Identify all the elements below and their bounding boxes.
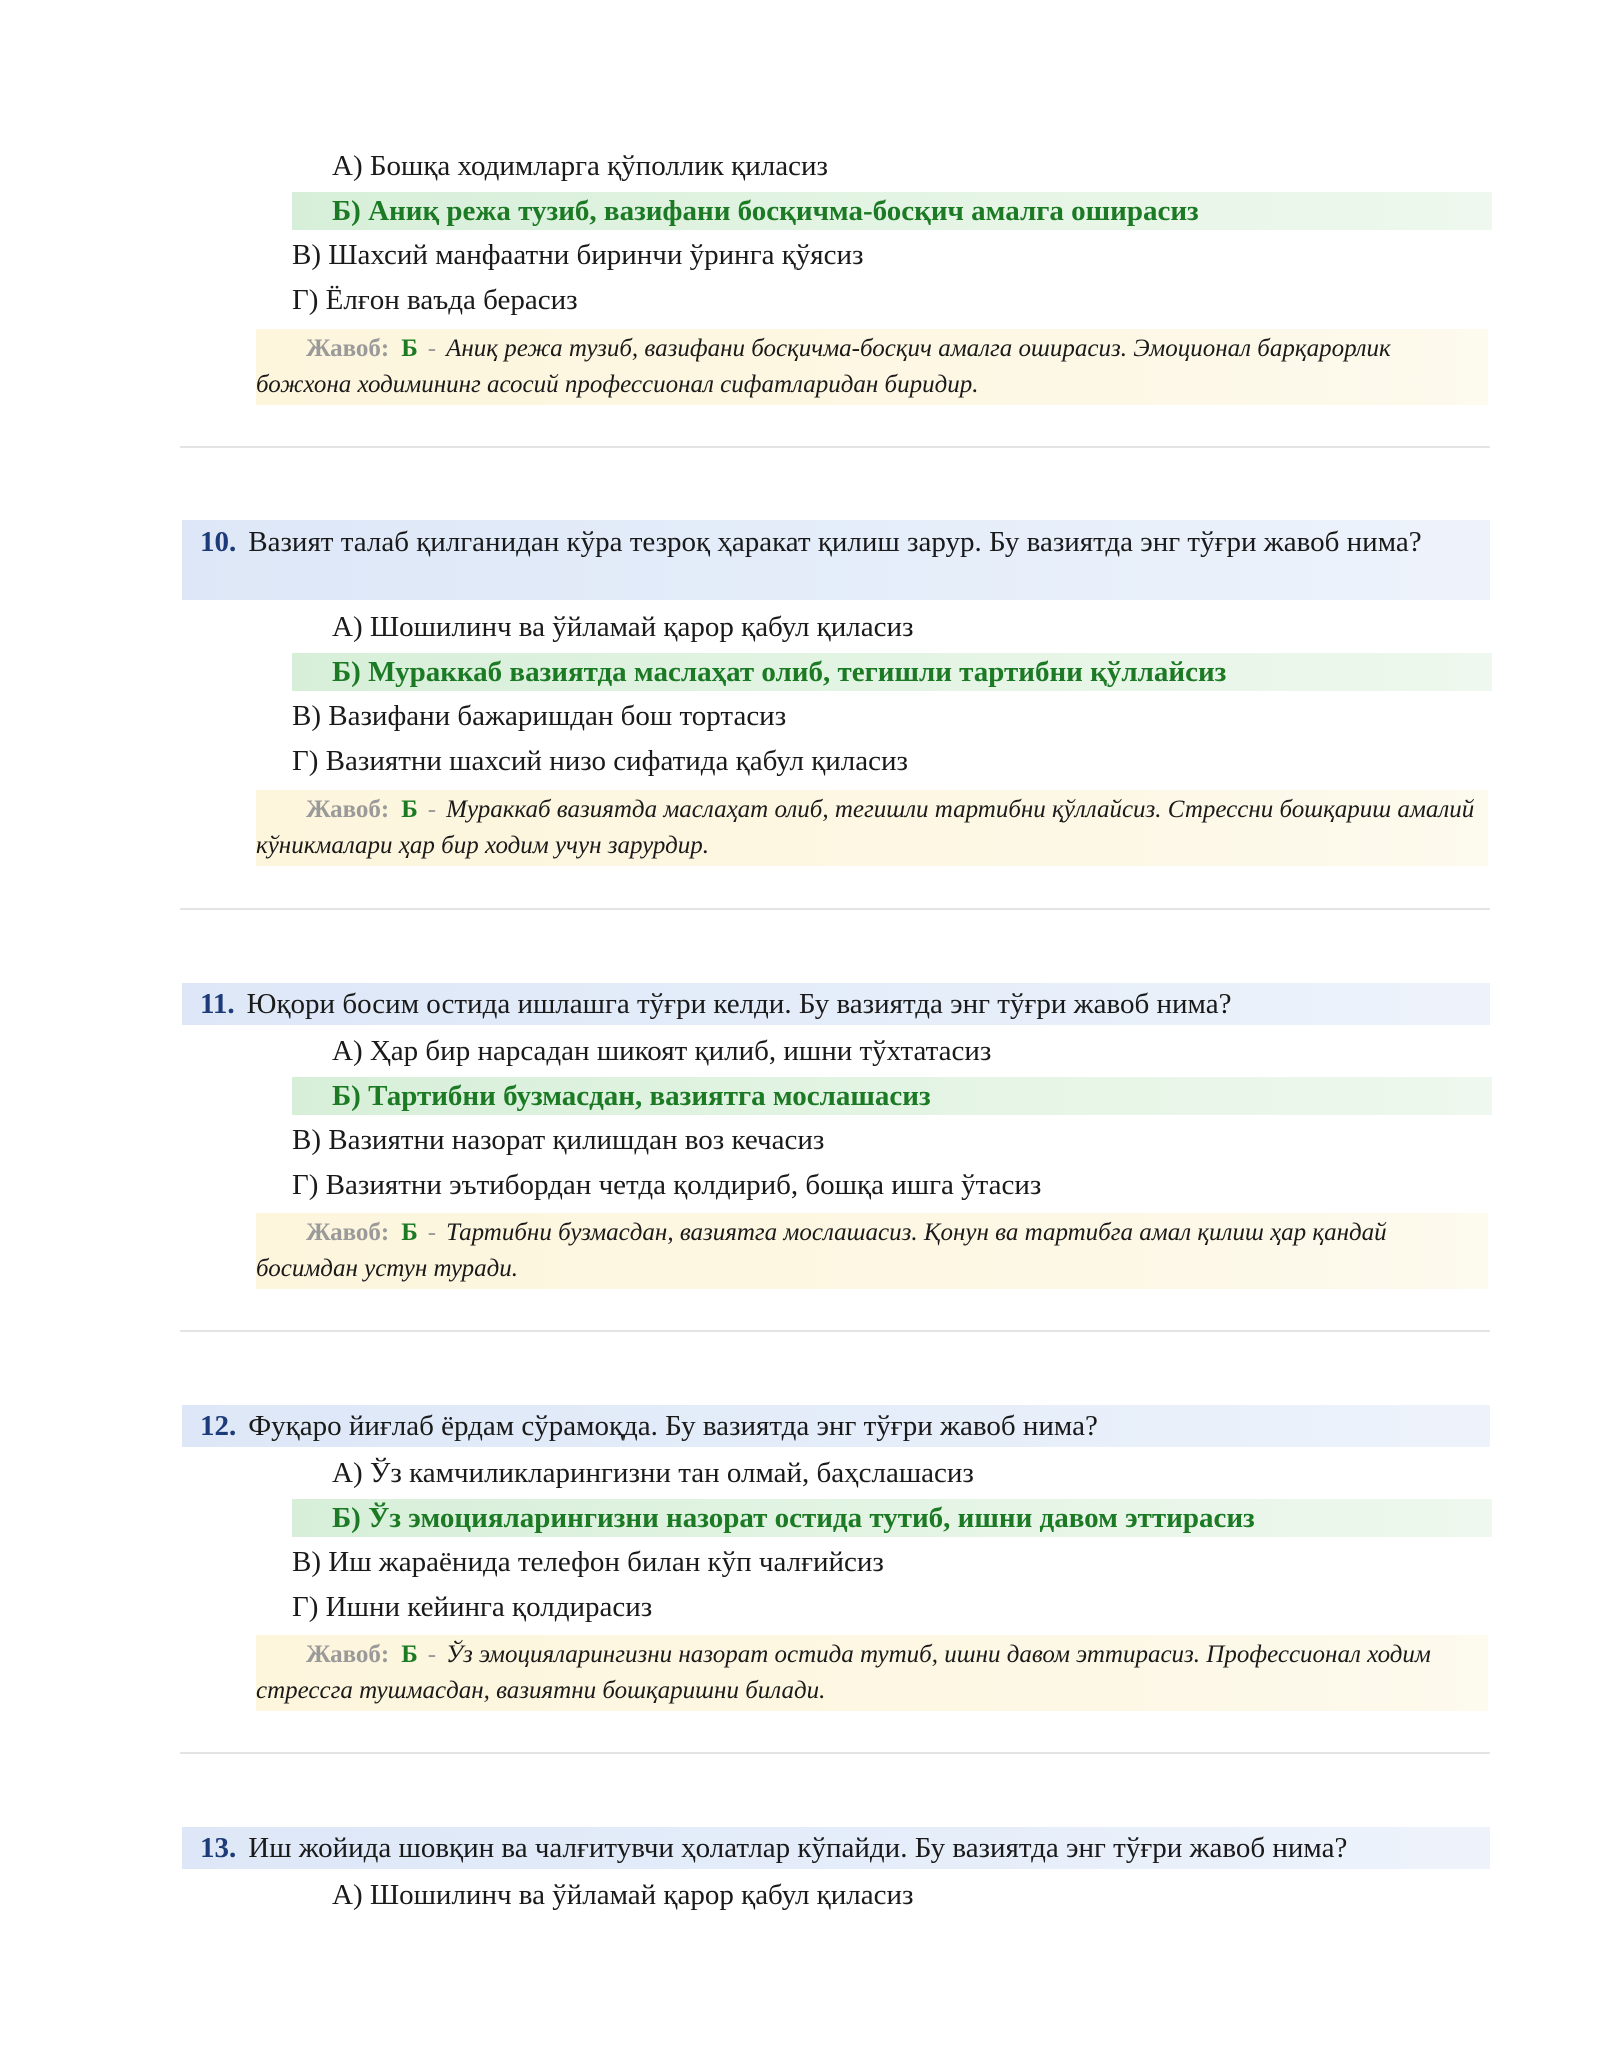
- question-text: Фуқаро йиғлаб ёрдам сўрамоқда. Бу вазиятда энг тўғри жавоб нима?: [248, 1410, 1098, 1442]
- correct-option: Б) Мураккаб вазиятда маслаҳат олиб, тегишли тартибни қўллайсиз: [332, 656, 1227, 688]
- divider: [180, 1330, 1490, 1332]
- answer-dash: -: [427, 796, 437, 823]
- answer-label: Жавоб:: [306, 1641, 390, 1668]
- question-text: Вазият талаб қилганидан кўра тезроқ ҳаракат қилиш зарур. Бу вазиятда энг тўғри жавоб нима?: [248, 526, 1422, 558]
- option-a: А) Шошилинч ва ўйламай қарор қабул қиласиз: [332, 611, 914, 643]
- option-v: В) Вазиятни назорат қилишдан воз кечасиз: [292, 1124, 825, 1156]
- answer-explanation: [256, 1635, 1488, 1709]
- question-number: 12.: [200, 1410, 237, 1442]
- answer-letter: Б: [401, 335, 418, 362]
- answer-letter: Б: [401, 796, 418, 823]
- option-v: В) Шахсий манфаатни биринчи ўринга қўясиз: [292, 239, 864, 271]
- divider: [180, 446, 1490, 448]
- divider: [180, 908, 1490, 910]
- option-g: Г) Вазиятни эътибордан четда қолдириб, бошқа ишга ўтасиз: [292, 1169, 1042, 1201]
- answer-dash: -: [427, 1641, 437, 1668]
- answer-explanation: [256, 1213, 1488, 1287]
- answer-explanation: [256, 790, 1488, 864]
- question-text: Юқори босим остида ишлашга тўғри келди. Бу вазиятда энг тўғри жавоб нима?: [246, 988, 1232, 1020]
- question: [184, 985, 1484, 1023]
- question-text: Иш жойида шовқин ва чалғитувчи ҳолатлар кўпайди. Бу вазиятда энг тўғри жавоб нима?: [248, 1832, 1348, 1864]
- correct-option: Б) Аниқ режа тузиб, вазифани босқичма-босқич амалга оширасиз: [332, 195, 1199, 227]
- correct-option: Б) Тартибни бузмасдан, вазиятга мослашасиз: [332, 1080, 931, 1112]
- option-v: В) Иш жараёнида телефон билан кўп чалғийсиз: [292, 1546, 884, 1578]
- answer-text: Ўз эмоцияларингизни назорат остида тутиб, ишни давом эттирасиз. Профессионал ходим стрессга тушмасдан, вазиятни бошқаришни билади.: [256, 1641, 1431, 1704]
- answer-label: Жавоб:: [306, 335, 390, 362]
- divider: [180, 1752, 1490, 1754]
- question: [184, 1407, 1484, 1445]
- correct-option: Б) Ўз эмоцияларингизни назорат остида тутиб, ишни давом эттирасиз: [332, 1502, 1255, 1534]
- answer-label: Жавоб:: [306, 796, 390, 823]
- answer-letter: Б: [401, 1219, 418, 1246]
- answer-text: Тартибни бузмасдан, вазиятга мослашасиз. Қонун ва тартибга амал қилиш ҳар қандай босимдан устун туради.: [256, 1219, 1387, 1282]
- question-number: 11.: [200, 988, 235, 1020]
- option-a: А) Бошқа ходимларга қўполлик қиласиз: [332, 150, 828, 182]
- option-g: Г) Вазиятни шахсий низо сифатида қабул қиласиз: [292, 745, 908, 777]
- question-number: 10.: [200, 526, 237, 558]
- option-a: А) Ҳар бир нарсадан шикоят қилиб, ишни тўхтатасиз: [332, 1035, 992, 1067]
- answer-letter: Б: [401, 1641, 418, 1668]
- option-a: А) Ўз камчиликларингизни тан олмай, баҳслашасиз: [332, 1457, 974, 1489]
- question: [184, 523, 1484, 561]
- answer-text: Мураккаб вазиятда маслаҳат олиб, тегишли тартибни қўллайсиз. Стрессни бошқариш амалий кўникмалари ҳар бир ходим учун зарурдир.: [256, 796, 1475, 859]
- question-number: 13.: [200, 1832, 237, 1864]
- answer-explanation: [256, 329, 1488, 403]
- option-v: В) Вазифани бажаришдан бош тортасиз: [292, 700, 787, 732]
- option-a: А) Шошилинч ва ўйламай қарор қабул қиласиз: [332, 1879, 914, 1911]
- question: [184, 1829, 1484, 1867]
- answer-dash: -: [427, 1219, 437, 1246]
- answer-label: Жавоб:: [306, 1219, 390, 1246]
- option-g: Г) Ёлғон ваъда берасиз: [292, 284, 578, 316]
- answer-dash: -: [427, 335, 437, 362]
- answer-text: Аниқ режа тузиб, вазифани босқичма-босқич амалга оширасиз. Эмоционал барқарорлик божхона ходимининг асосий профессионал сифатларидан биридир.: [256, 335, 1391, 398]
- option-g: Г) Ишни кейинга қолдирасиз: [292, 1591, 653, 1623]
